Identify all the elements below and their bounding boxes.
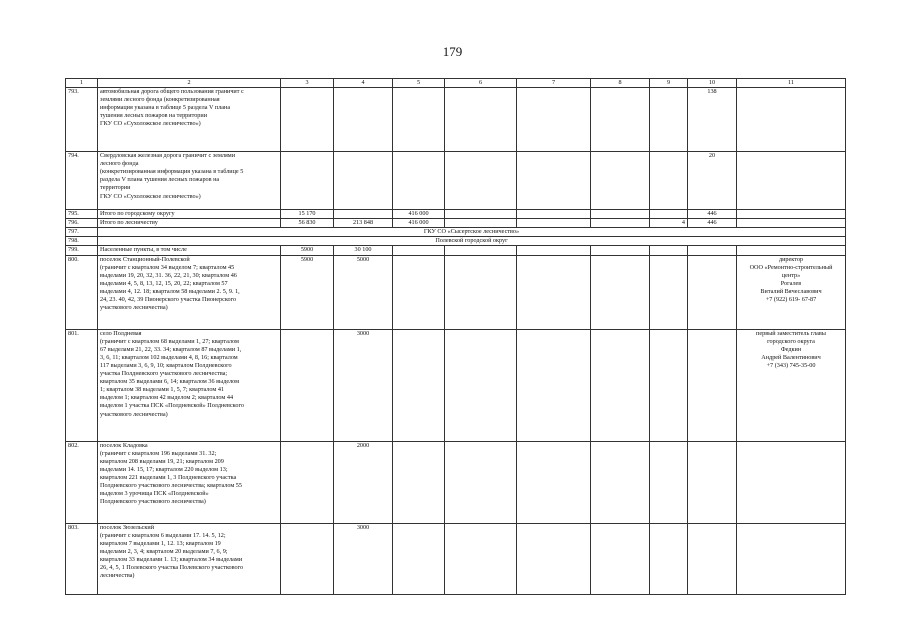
row-number: 795. [66, 210, 98, 219]
row-description: Населенные пункты, в том числе [98, 246, 281, 255]
cell-col6 [445, 523, 517, 594]
table-row [66, 255, 846, 329]
cell-col9 [650, 523, 688, 594]
cell-col9 [650, 255, 688, 329]
cell-col3: 5900 [281, 255, 334, 329]
row-number: 801. [66, 329, 98, 441]
table-row [66, 88, 846, 152]
cell-col11 [737, 88, 846, 152]
cell-col7 [517, 152, 591, 210]
row-description: Итого по городскому округу [98, 210, 281, 219]
header-row [66, 79, 846, 88]
cell-col6 [445, 152, 517, 210]
cell-col9 [650, 210, 688, 219]
cell-col11 [737, 441, 846, 523]
cell-col5 [393, 255, 445, 329]
cell-col6 [445, 329, 517, 441]
cell-col7 [517, 255, 591, 329]
row-description: автомобильная дорога общего пользования граничит с землями лесного фонда (конкретизированная информация указана в таблице 5 раздела V плана тушения лесных пожаров на территории ГКУ СО «Сухоложское лесничество») [98, 88, 281, 152]
cell-col8 [591, 152, 650, 210]
row-description: поселок Зюзельский (граничит с кварталом 6 выделами 17. 14. 5, 12; кварталом 7 выделами 1, 12. 13; кварталом 19 выделами 2, 3, 4; кварталом 20 выделами 7, 6, 9; кварталом 33 выделами 1. 13; кварталом 34 выделами 26, 4, 5, 1 Полевского участка Полевского участкового лесничества) [98, 523, 281, 594]
row-description: поселок Кладовка (граничит с кварталом 196 выделами 31. 32; кварталом 208 выделами 19, 21; кварталом 209 выделами 14. 15, 17; кварталом 220 выделом 13; кварталом 221 выделами 1, 3 Полдневского участка Полдневского участкового лесничества; кварталом 55 выделом 3 урочища ПСК «Полдневской» Полдневского участкового лесничества) [98, 441, 281, 523]
cell-col5 [393, 246, 445, 255]
cell-col8 [591, 255, 650, 329]
cell-col10 [688, 246, 737, 255]
row-number: 802. [66, 441, 98, 523]
row-number: 793. [66, 88, 98, 152]
cell-col4: 3000 [334, 523, 393, 594]
table-row [66, 210, 846, 219]
cell-col8 [591, 210, 650, 219]
cell-col5 [393, 152, 445, 210]
cell-col11 [737, 210, 846, 219]
cell-col7 [517, 523, 591, 594]
cell-col4: 30 100 [334, 246, 393, 255]
cell-col6 [445, 88, 517, 152]
cell-col3: 15 170 [281, 210, 334, 219]
table-row [66, 441, 846, 523]
responsible-contact: директор ООО «Ремонтно-строительный центр» Рогалев Виталий Вячеславович +7 (922) 619- 67-87 [737, 255, 846, 329]
cell-col8 [591, 441, 650, 523]
row-number: 797. [66, 228, 98, 237]
header-cell: 7 [517, 79, 591, 88]
cell-col4 [334, 152, 393, 210]
row-number: 799. [66, 246, 98, 255]
cell-col6 [445, 246, 517, 255]
cell-col10: 138 [688, 88, 737, 152]
cell-col3 [281, 329, 334, 441]
cell-col10: 446 [688, 210, 737, 219]
row-number: 800. [66, 255, 98, 329]
cell-col7 [517, 441, 591, 523]
cell-col4: 5000 [334, 255, 393, 329]
cell-col11 [737, 523, 846, 594]
cell-col3: 5900 [281, 246, 334, 255]
cell-col11 [737, 246, 846, 255]
cell-col3 [281, 88, 334, 152]
cell-col11 [737, 219, 846, 228]
cell-col5 [393, 441, 445, 523]
cell-col4: 213 848 [334, 219, 393, 228]
table-row [66, 152, 846, 210]
cell-col9 [650, 246, 688, 255]
header-cell: 1 [66, 79, 98, 88]
cell-col7 [517, 219, 591, 228]
cell-col5 [393, 523, 445, 594]
table-row [66, 523, 846, 594]
cell-col5 [393, 88, 445, 152]
header-cell: 2 [98, 79, 281, 88]
header-cell: 5 [393, 79, 445, 88]
cell-col6 [445, 255, 517, 329]
table-row [66, 228, 846, 237]
cell-col3: 56 830 [281, 219, 334, 228]
cell-col7 [517, 329, 591, 441]
cell-col9 [650, 152, 688, 210]
cell-col8 [591, 329, 650, 441]
cell-col9 [650, 88, 688, 152]
cell-col8 [591, 523, 650, 594]
table-row [66, 246, 846, 255]
cell-col11 [737, 152, 846, 210]
cell-col4: 3000 [334, 329, 393, 441]
row-description: Свердловская железная дорога граничит с землями лесного фонда (конкретизированная информация указана в таблице 5 раздела V плана тушения лесных пожаров на территории ГКУ СО «Сухоложское лесничество») [98, 152, 281, 210]
cell-col10 [688, 523, 737, 594]
cell-col6 [445, 210, 517, 219]
row-number: 794. [66, 152, 98, 210]
cell-col9 [650, 329, 688, 441]
cell-col7 [517, 88, 591, 152]
responsible-contact: первый заместитель главы городского округа Федкин Андрей Валентинович +7 (343) 745-35-00 [737, 329, 846, 441]
cell-col4: 2000 [334, 441, 393, 523]
cell-col10 [688, 255, 737, 329]
table-body [66, 79, 846, 595]
cell-col5: 416 000 [393, 210, 445, 219]
cell-col9: 4 [650, 219, 688, 228]
section-heading: Полевской городской округ [98, 237, 846, 246]
cell-col10: 446 [688, 219, 737, 228]
cell-col8 [591, 219, 650, 228]
header-cell: 8 [591, 79, 650, 88]
header-cell: 4 [334, 79, 393, 88]
cell-col3 [281, 152, 334, 210]
cell-col8 [591, 246, 650, 255]
cell-col5: 416 000 [393, 219, 445, 228]
header-cell: 11 [737, 79, 846, 88]
cell-col7 [517, 246, 591, 255]
header-cell: 6 [445, 79, 517, 88]
cell-col7 [517, 210, 591, 219]
cell-col5 [393, 329, 445, 441]
table-row [66, 329, 846, 441]
cell-col8 [591, 88, 650, 152]
header-cell: 3 [281, 79, 334, 88]
row-description: Итого по лесничеству [98, 219, 281, 228]
forest-fire-table [65, 78, 846, 595]
row-number: 796. [66, 219, 98, 228]
cell-col10 [688, 329, 737, 441]
cell-col4 [334, 210, 393, 219]
cell-col9 [650, 441, 688, 523]
cell-col6 [445, 219, 517, 228]
row-description: поселок Станционный-Полевской (граничит с кварталом 34 выделом 7; кварталом 45 выделами 19, 20, 32, 31. 36, 22, 21, 30; кварталом 46 выделами 4, 5, 8, 13, 12, 15, 20, 22; кварталом 57 выделами 4, 12. 18; кварталом 58 выделами 2. 5, 9. 1, 24, 23. 40, 42, 39 Пионерского участка Пионерского участкового лесничества) [98, 255, 281, 329]
page-number: 179 [442, 44, 463, 59]
cell-col10: 20 [688, 152, 737, 210]
cell-col4 [334, 88, 393, 152]
section-heading: ГКУ СО «Сысертское лесничество» [98, 228, 846, 237]
table-row [66, 237, 846, 246]
cell-col3 [281, 523, 334, 594]
header-cell: 10 [688, 79, 737, 88]
table-row [66, 219, 846, 228]
cell-col6 [445, 441, 517, 523]
cell-col10 [688, 441, 737, 523]
header-cell: 9 [650, 79, 688, 88]
row-number: 798. [66, 237, 98, 246]
row-description: село Полдневая (граничит с кварталом 68 выделами 1, 27; кварталом 67 выделами 21, 22, 33. 34; кварталом 87 выделами 1, 3, 6, 11; кварталом 102 выделами 4, 8, 16; кварталом 117 выделами 3, 6, 9, 10; кварталом Полдневского участка Полдневского участкового лесничества; кварталом 35 выделами 6, 14; кварталом 36 выделом 1; кварталом 38 выделами 1, 5, 7; кварталом 41 выделом 1; кварталом 42 выделом 2; кварталом 44 выделом 1 участка ПСК «Полдневской» Полдневского участкового лесничества) [98, 329, 281, 441]
cell-col3 [281, 441, 334, 523]
row-number: 803. [66, 523, 98, 594]
